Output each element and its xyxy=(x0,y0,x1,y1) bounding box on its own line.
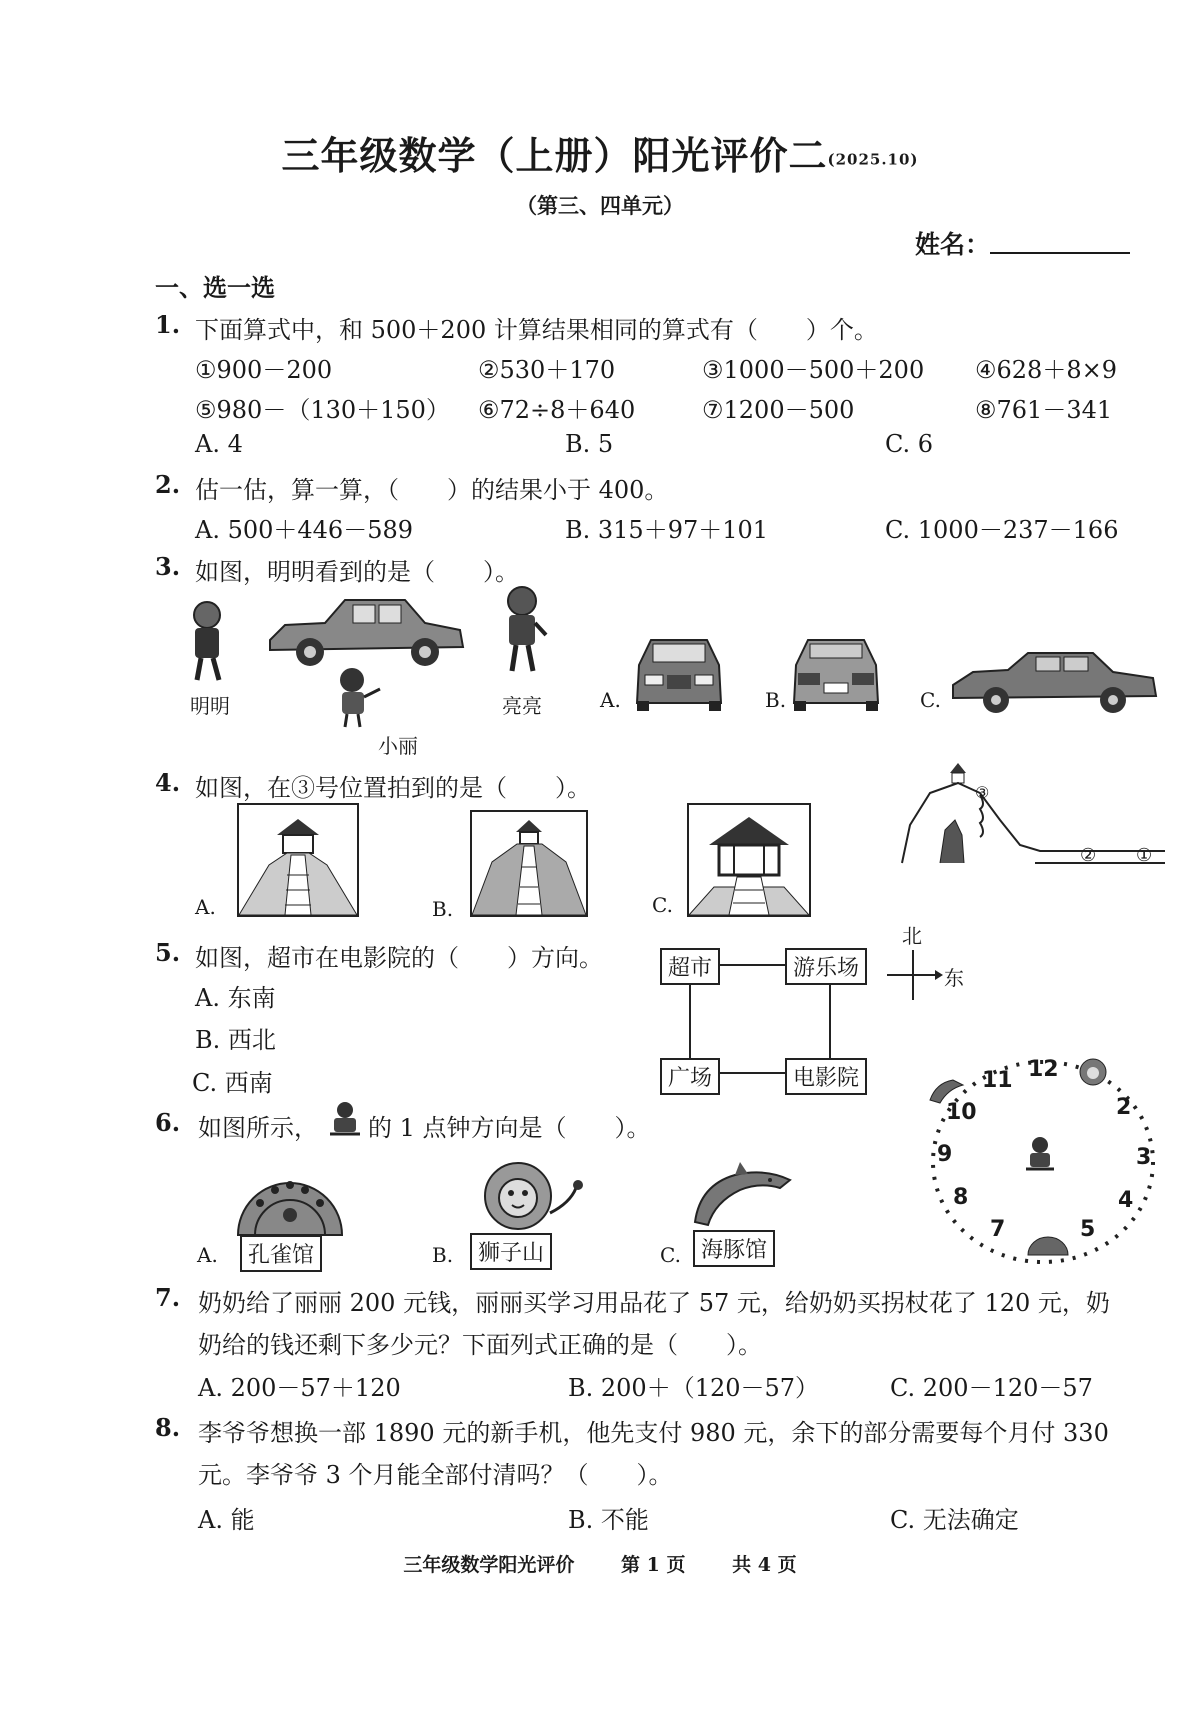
q6-text-before: 如图所示， xyxy=(198,1114,318,1142)
pavilion-view-c-icon xyxy=(687,803,811,917)
q5-text: 如图，超市在电影院的（ ）方向。 xyxy=(195,944,603,972)
venue-lion: 狮子山 xyxy=(470,1233,552,1270)
venue-peacock: 孔雀馆 xyxy=(240,1235,322,1272)
q4-option-b[interactable]: B. xyxy=(432,897,454,921)
title-date: (2025.10) xyxy=(827,150,919,169)
q1-item: ①900－200 xyxy=(195,356,333,384)
q3-option-a[interactable]: A. xyxy=(600,688,621,712)
footer-total: 共 4 页 xyxy=(732,1554,797,1576)
q1-item: ⑤980－（130＋150） xyxy=(195,396,450,424)
q1-number: 1. xyxy=(155,310,181,339)
clock-lion-icon xyxy=(1080,1059,1106,1085)
q2-text: 估一估，算一算，（ ）的结果小于 400。 xyxy=(195,476,669,504)
map-position-2: ② xyxy=(1080,845,1097,866)
girl-xiaoli-icon xyxy=(330,665,390,730)
q1-item: ⑦1200－500 xyxy=(702,396,855,424)
clock-number-8: 8 xyxy=(953,1185,969,1210)
dolphin-icon xyxy=(690,1160,800,1230)
map-guangchang: 广场 xyxy=(660,1058,720,1095)
q5-option-a[interactable]: A. 东南 xyxy=(195,984,276,1012)
clock-number-10: 10 xyxy=(946,1100,977,1125)
clock-number-4: 4 xyxy=(1118,1188,1134,1213)
footer-page: 第 1 页 xyxy=(621,1554,686,1576)
q4-option-a[interactable]: A. xyxy=(195,895,216,919)
map-youlechang: 游乐场 xyxy=(785,948,867,985)
compass-north: 北 xyxy=(902,924,922,948)
clock-number-2: 2 xyxy=(1116,1095,1132,1120)
clock-number-7: 7 xyxy=(990,1217,1006,1242)
page-title xyxy=(0,125,1200,180)
q3-text: 如图，明明看到的是（ ）。 xyxy=(195,558,519,586)
q3-number: 3. xyxy=(155,552,181,581)
pavilion-view-a-icon xyxy=(237,803,359,917)
q8-option-a[interactable]: A. 能 xyxy=(198,1506,255,1534)
clock-number-3: 3 xyxy=(1136,1145,1152,1170)
mountain-pavilion-map-icon xyxy=(900,745,1165,870)
boy-liangliang-icon xyxy=(500,583,550,678)
page-footer xyxy=(0,1550,1200,1577)
clock-number-5: 5 xyxy=(1080,1217,1096,1242)
q2-option-c[interactable]: C. 1000－237－166 xyxy=(885,516,1119,544)
q7-text-line2: 奶给的钱还剩下多少元？下面列式正确的是（ ）。 xyxy=(198,1331,762,1359)
clock-center-child-icon xyxy=(1026,1137,1054,1169)
clock-dial xyxy=(928,1055,1163,1270)
q8-option-b[interactable]: B. 不能 xyxy=(568,1506,649,1534)
q5-option-b[interactable]: B. 西北 xyxy=(195,1026,276,1054)
clock-number-9: 9 xyxy=(937,1142,953,1167)
label-liangliang: 亮亮 xyxy=(502,694,542,718)
label-xiaoli: 小丽 xyxy=(378,734,418,758)
q7-option-a[interactable]: A. 200－57＋120 xyxy=(198,1374,401,1402)
q4-option-c[interactable]: C. xyxy=(652,893,673,917)
q1-item: ⑥72÷8＋640 xyxy=(478,396,636,424)
boy-mingming-icon xyxy=(185,595,230,685)
name-blank[interactable] xyxy=(990,252,1130,254)
q8-number: 8. xyxy=(155,1413,181,1442)
q3-option-c[interactable]: C. xyxy=(920,688,941,712)
page-subtitle: （第三、四单元） xyxy=(516,193,684,218)
name-label: 姓名： xyxy=(915,230,991,259)
q1-item: ②530＋170 xyxy=(478,356,616,384)
child-figure-icon xyxy=(326,1100,364,1138)
venue-dolphin: 海豚馆 xyxy=(693,1230,775,1267)
q1-item: ④628＋8×9 xyxy=(975,356,1117,384)
q6-option-c[interactable]: C. xyxy=(660,1243,681,1267)
q1-text: 下面算式中，和 500＋200 计算结果相同的算式有（ ）个。 xyxy=(195,316,878,344)
car-side-icon xyxy=(265,595,465,670)
compass-east: 东 xyxy=(944,966,964,990)
q6-option-a[interactable]: A. xyxy=(197,1243,218,1267)
car-front-icon xyxy=(633,635,725,713)
q5-number: 5. xyxy=(155,938,181,967)
q4-number: 4. xyxy=(155,768,181,797)
car-rear-icon xyxy=(790,635,882,713)
q7-option-b[interactable]: B. 200＋（120－57） xyxy=(568,1374,820,1402)
compass-arrows-icon xyxy=(885,945,945,1005)
map-dianyingyuan: 电影院 xyxy=(785,1058,867,1095)
q2-option-b[interactable]: B. 315＋97＋101 xyxy=(565,516,769,544)
q1-option-b[interactable]: B. 5 xyxy=(565,430,614,458)
peacock-icon xyxy=(230,1155,350,1240)
q5-option-c[interactable]: C. 西南 xyxy=(192,1069,273,1097)
clock-peacock-icon xyxy=(1028,1237,1068,1255)
q3-option-b[interactable]: B. xyxy=(765,688,787,712)
q2-option-a[interactable]: A. 500＋446－589 xyxy=(195,516,414,544)
q1-item: ③1000－500＋200 xyxy=(702,356,925,384)
q6-text-after: 的 1 点钟方向是（ ）。 xyxy=(368,1114,651,1142)
pavilion-view-b-icon xyxy=(470,810,588,917)
q7-text-line1: 奶奶给了丽丽 200 元钱，丽丽买学习用品花了 57 元，给奶奶买拐杖花了 120 元，奶 xyxy=(198,1289,1110,1317)
map-position-1: ① xyxy=(1136,845,1153,866)
q8-text-line1: 李爷爷想换一部 1890 元的新手机，他先支付 980 元，余下的部分需要每个月付 330 xyxy=(198,1419,1109,1447)
q7-number: 7. xyxy=(155,1283,181,1312)
q7-option-c[interactable]: C. 200－120－57 xyxy=(890,1374,1093,1402)
q1-option-a[interactable]: A. 4 xyxy=(195,430,243,458)
footer-title: 三年级数学阳光评价 xyxy=(403,1554,575,1576)
q6-number: 6. xyxy=(155,1108,181,1137)
clock-number-11: 11 xyxy=(982,1068,1013,1093)
map-chaoshi: 超市 xyxy=(660,948,720,985)
title-text: 三年级数学（上册）阳光评价二 xyxy=(281,133,828,178)
label-mingming: 明明 xyxy=(190,694,230,718)
q1-item: ⑧761－341 xyxy=(975,396,1113,424)
map-position-3: ③ xyxy=(975,783,990,802)
q2-number: 2. xyxy=(155,470,181,499)
clock-number-12: 12 xyxy=(1028,1057,1059,1082)
q8-text-line2: 元。李爷爷 3 个月能全部付清吗？（ ）。 xyxy=(198,1461,673,1489)
car-side-option-icon xyxy=(948,650,1158,720)
q1-option-c[interactable]: C. 6 xyxy=(885,430,934,458)
q6-option-b[interactable]: B. xyxy=(432,1243,454,1267)
lion-icon xyxy=(478,1158,588,1238)
q8-option-c[interactable]: C. 无法确定 xyxy=(890,1506,1019,1534)
section-heading: 一、选一选 xyxy=(155,273,275,302)
q4-text: 如图，在③号位置拍到的是（ ）。 xyxy=(195,774,591,802)
